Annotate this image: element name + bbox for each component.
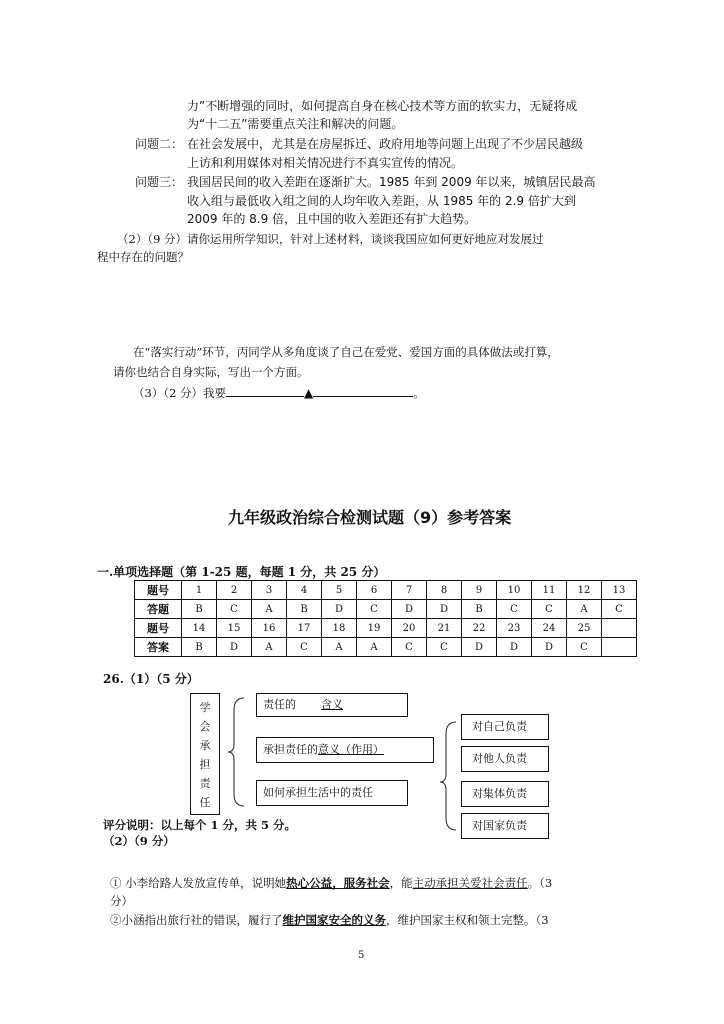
problem3-line-2: 收入组与最低收入组之间的人均年收入差距，从 1985 年的 2.9 倍扩大到 [187, 194, 576, 208]
box2-fill: 意义（作用） [318, 743, 384, 756]
table-cell: 5 [322, 581, 357, 600]
table-cell: 10 [497, 581, 532, 600]
answer-blank [226, 384, 304, 397]
box1-fill: 含义 [321, 698, 343, 711]
table-cell: A [322, 638, 357, 657]
right-box-self: 对自己负责 [461, 714, 549, 740]
table-cell: C [392, 638, 427, 657]
question-2-line-2: 程中存在的问题？ [97, 250, 189, 264]
center-char: 担 [199, 758, 211, 771]
table-row [135, 619, 637, 638]
table-cell: 11 [532, 581, 567, 600]
table-row [135, 581, 637, 600]
intro-line-2: 为“十二五”需要重点关注和解决的问题。 [187, 117, 404, 131]
table-cell: C [287, 638, 322, 657]
box1-label: 责任的 [263, 698, 296, 711]
table-cell: C [357, 600, 392, 619]
table-cell: 13 [602, 581, 637, 600]
table-cell: 12 [567, 581, 602, 600]
table-cell: 1 [182, 581, 217, 600]
answer-blank-2 [313, 384, 413, 397]
answer-2-prefix: ②小涵指出旅行社的错误，履行了 [110, 913, 283, 927]
answer-1-line-1 [110, 875, 552, 891]
center-char: 责 [199, 777, 211, 790]
answer-2-suffix: ，维护国家主权和领土完整。（3 [386, 913, 549, 927]
table-cell: 15 [217, 619, 252, 638]
table-cell: D [497, 638, 532, 657]
table-cell: 14 [182, 619, 217, 638]
table-cell: 2 [217, 581, 252, 600]
table-cell: 3 [252, 581, 287, 600]
table-header-cell: 题号 [135, 619, 182, 638]
responsibility-meaning-box [256, 693, 408, 717]
left-brace [228, 698, 244, 806]
problem3-line-3: 2009 年的 8.9 倍，且中国的收入差距还有扩大趋势。 [187, 212, 477, 226]
table-cell: 20 [392, 619, 427, 638]
center-char: 承 [199, 739, 211, 752]
table-cell: 4 [287, 581, 322, 600]
table-row [135, 638, 637, 657]
table-cell: 19 [357, 619, 392, 638]
page-number: 5 [358, 950, 365, 961]
question-3 [133, 384, 425, 401]
problem3-label: 问题三： [135, 175, 184, 189]
table-header-cell: 题号 [135, 581, 182, 600]
table-cell [602, 619, 637, 638]
table-cell: D [532, 638, 567, 657]
problem3-line-1: 我国居民间的收入差距在逐渐扩大。1985 年到 2009 年以来，城镇居民最高 [187, 175, 596, 189]
center-char: 学 [199, 701, 211, 714]
triangle-marker-icon: ▲ [304, 386, 314, 400]
question-3-suffix: 。 [413, 386, 425, 400]
table-row [135, 600, 637, 619]
action-line-2: 请你也结合自身实际，写出一个方面。 [113, 365, 309, 379]
table-cell: A [252, 638, 287, 657]
table-cell [602, 638, 637, 657]
table-cell: D [462, 638, 497, 657]
table-header-cell: 答题 [135, 600, 182, 619]
answer-2-bold: 维护国家安全的义务 [282, 913, 386, 927]
table-cell: D [322, 600, 357, 619]
table-cell: B [182, 600, 217, 619]
center-char: 会 [199, 720, 211, 733]
scoring-note: 评分说明：以上每个 1 分，共 5 分。 [103, 818, 297, 832]
q26-heading: 26.（1）（5 分） [103, 672, 199, 686]
action-line-1: 在“落实行动”环节，丙同学从多角度谈了自己在爱党、爱国方面的具体做法或打算， [133, 345, 559, 359]
question-2-line-1: （2）（9 分）请你运用所学知识，针对上述材料，谈谈我国应如何更好地应对发展过 [117, 232, 544, 246]
table-cell: 7 [392, 581, 427, 600]
table-cell: B [182, 638, 217, 657]
how-to-box: 如何承担生活中的责任 [256, 780, 408, 806]
table-cell: C [427, 638, 462, 657]
q26-part-2-heading: （2）（9 分） [103, 834, 175, 848]
table-cell: 17 [287, 619, 322, 638]
table-cell: D [392, 600, 427, 619]
question-3-prefix: （3）（2 分）我要 [133, 386, 227, 400]
responsibility-significance-box [256, 737, 434, 763]
table-cell: C [602, 600, 637, 619]
table-cell: 21 [427, 619, 462, 638]
right-box-others: 对他人负责 [461, 746, 549, 772]
table-cell: C [217, 600, 252, 619]
table-cell: A [357, 638, 392, 657]
table-cell: C [567, 638, 602, 657]
answer-title: 九年级政治综合检测试题（9）参考答案 [228, 508, 512, 527]
table-cell: B [462, 600, 497, 619]
center-box [190, 693, 220, 815]
table-cell: 6 [357, 581, 392, 600]
table-cell: B [287, 600, 322, 619]
answer-table [134, 580, 637, 657]
table-cell: 16 [252, 619, 287, 638]
table-cell: 24 [532, 619, 567, 638]
answer-1-mid: ，能 [389, 876, 413, 890]
answer-1-underlined: 主动承担关爱社会责任 [412, 876, 528, 890]
answer-1-bold: 热心公益，服务社会 [286, 876, 390, 890]
problem2-label: 问题二： [135, 137, 184, 151]
box2-label: 承担责任的 [263, 743, 318, 756]
answer-1-suffix: 。（3 [527, 876, 553, 890]
table-cell: A [567, 600, 602, 619]
table-cell: D [217, 638, 252, 657]
center-char: 任 [199, 796, 211, 809]
table-cell: 23 [497, 619, 532, 638]
table-header-cell: 答案 [135, 638, 182, 657]
table-cell: D [427, 600, 462, 619]
table-cell: C [497, 600, 532, 619]
problem2-line-1: 在社会发展中，尤其是在房屋拆迁、政府用地等问题上出现了不少居民越级 [187, 137, 584, 151]
table-cell: A [252, 600, 287, 619]
right-box-collective: 对集体负责 [461, 781, 549, 807]
right-box-country: 对国家负责 [461, 813, 549, 839]
answer-1-line-2: 分） [110, 894, 133, 908]
table-cell: 18 [322, 619, 357, 638]
table-cell: 22 [462, 619, 497, 638]
table-cell: 9 [462, 581, 497, 600]
table-cell: C [532, 600, 567, 619]
table-cell: 25 [567, 619, 602, 638]
answer-1-prefix: ① 小李给路人发放宣传单，说明她 [110, 876, 287, 890]
table-cell: 8 [427, 581, 462, 600]
intro-line-1: 力”不断增强的同时，如何提高自身在核心技术等方面的软实力，无疑将成 [187, 99, 578, 113]
section-1-heading: 一.单项选择题（第 1-25 题，每题 1 分，共 25 分） [97, 565, 386, 579]
right-brace [440, 722, 456, 830]
answer-2-line-1 [110, 912, 549, 928]
problem2-line-2: 上访和利用媒体对相关情况进行不真实宣传的情况。 [187, 156, 464, 170]
